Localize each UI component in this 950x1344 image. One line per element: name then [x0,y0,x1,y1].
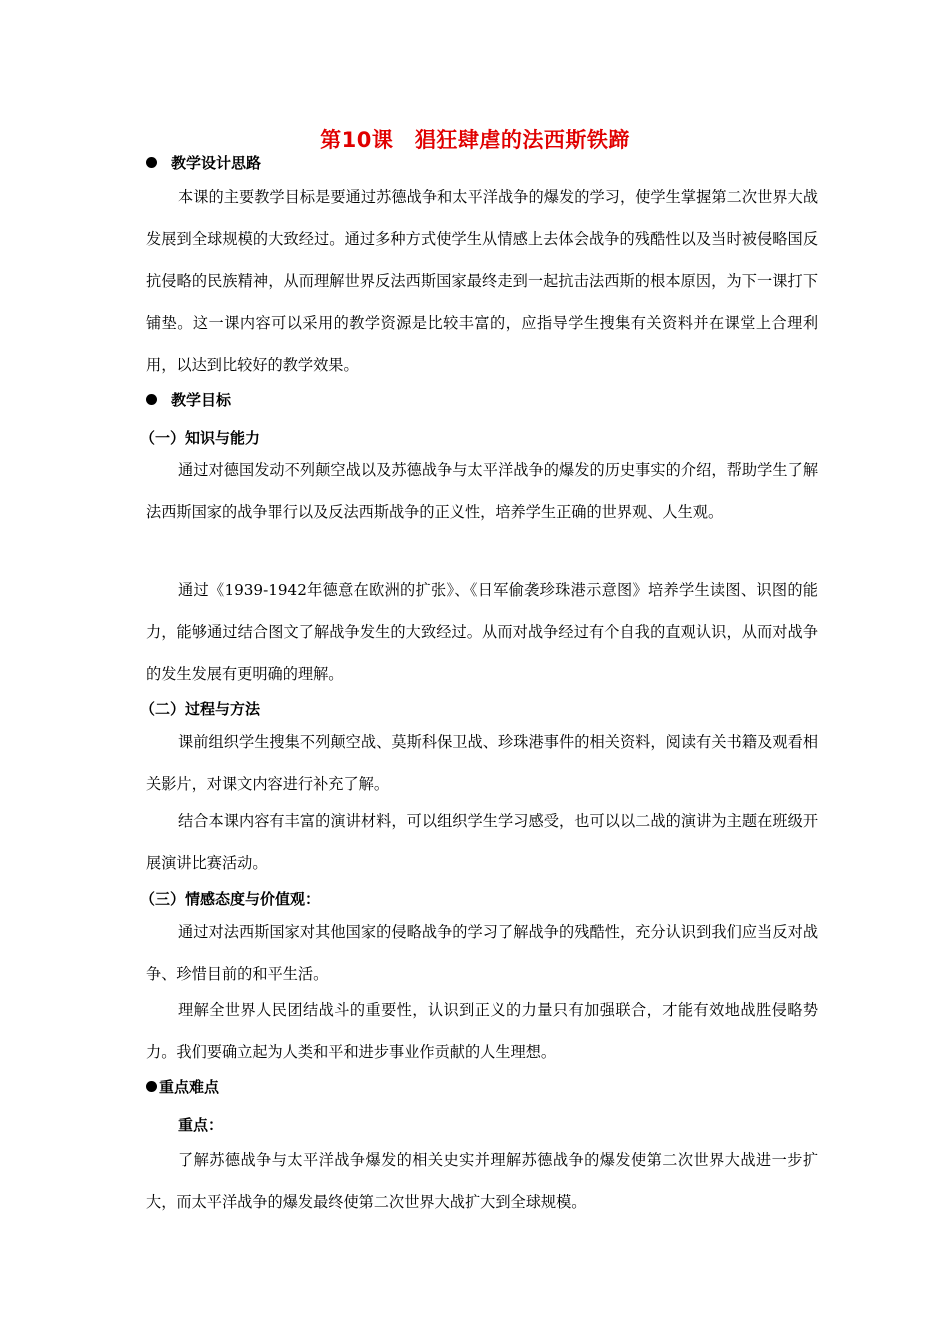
lesson-title: 第10课 猖狂肆虐的法西斯铁蹄 [320,128,630,152]
bullet-icon [146,157,157,168]
label-key-point: 重点： [178,1116,224,1134]
paragraph-process-2: 结合本课内容有丰富的演讲材料，可以组织学生学习感受，也可以以二战的演讲为主题在班级开展演讲比赛活动。 [146,812,818,872]
heading-goals: 教学目标 [146,389,231,410]
paragraph-design: 本课的主要教学目标是要通过苏德战争和太平洋战争的爆发的学习，使学生掌握第二次世界大战发展到全球规模的大致经过。通过多种方式使学生从情感上去体会战争的残酷性以及当时被侵略国反抗侵略的民族精神，从而理解世界反法西斯国家最终走到一起抗击法西斯的根本原因，为下一课打下铺垫。这一课内容可以采用的教学资源是比较丰富的，应指导学生搜集有关资料并在课堂上合理利用，以达到比较好的教学效果。 [146,188,818,374]
subheading-values: （三）情感态度与价值观： [140,890,321,908]
paragraph-process-1: 课前组织学生搜集不列颠空战、莫斯科保卫战、珍珠港事件的相关资料，阅读有关书籍及观看相关影片，对课文内容进行补充了解。 [146,733,818,793]
heading-design: 教学设计思路 [146,152,261,173]
paragraph-knowledge-1: 通过对德国发动不列颠空战以及苏德战争与太平洋战争的爆发的历史事实的介绍，帮助学生了解法西斯国家的战争罪行以及反法西斯战争的正义性，培养学生正确的世界观、人生观。 [146,461,818,521]
paragraph-key-point: 了解苏德战争与太平洋战争爆发的相关史实并理解苏德战争的爆发使第二次世界大战进一步扩大，而太平洋战争的爆发最终使第二次世界大战扩大到全球规模。 [146,1151,818,1211]
bullet-icon [146,394,157,405]
heading-key-points: 重点难点 [146,1076,219,1097]
bullet-icon [146,1081,157,1092]
subheading-process: （二）过程与方法 [140,700,261,718]
paragraph-values-2: 理解全世界人民团结战斗的重要性，认识到正义的力量只有加强联合，才能有效地战胜侵略势力。我们要确立起为人类和平和进步事业作贡献的人生理想。 [146,1001,818,1061]
subheading-knowledge: （一）知识与能力 [140,429,261,447]
paragraph-values-1: 通过对法西斯国家对其他国家的侵略战争的学习了解战争的残酷性，充分认识到我们应当反对战争、珍惜目前的和平生活。 [146,923,818,983]
paragraph-knowledge-2: 通过《1939-1942年德意在欧洲的扩张》、《日军偷袭珍珠港示意图》培养学生读图、识图的能力，能够通过结合图文了解战争发生的大致经过。从而对战争经过有个自我的直观认识，从而对战争的发生发展有更明确的理解。 [146,581,818,683]
